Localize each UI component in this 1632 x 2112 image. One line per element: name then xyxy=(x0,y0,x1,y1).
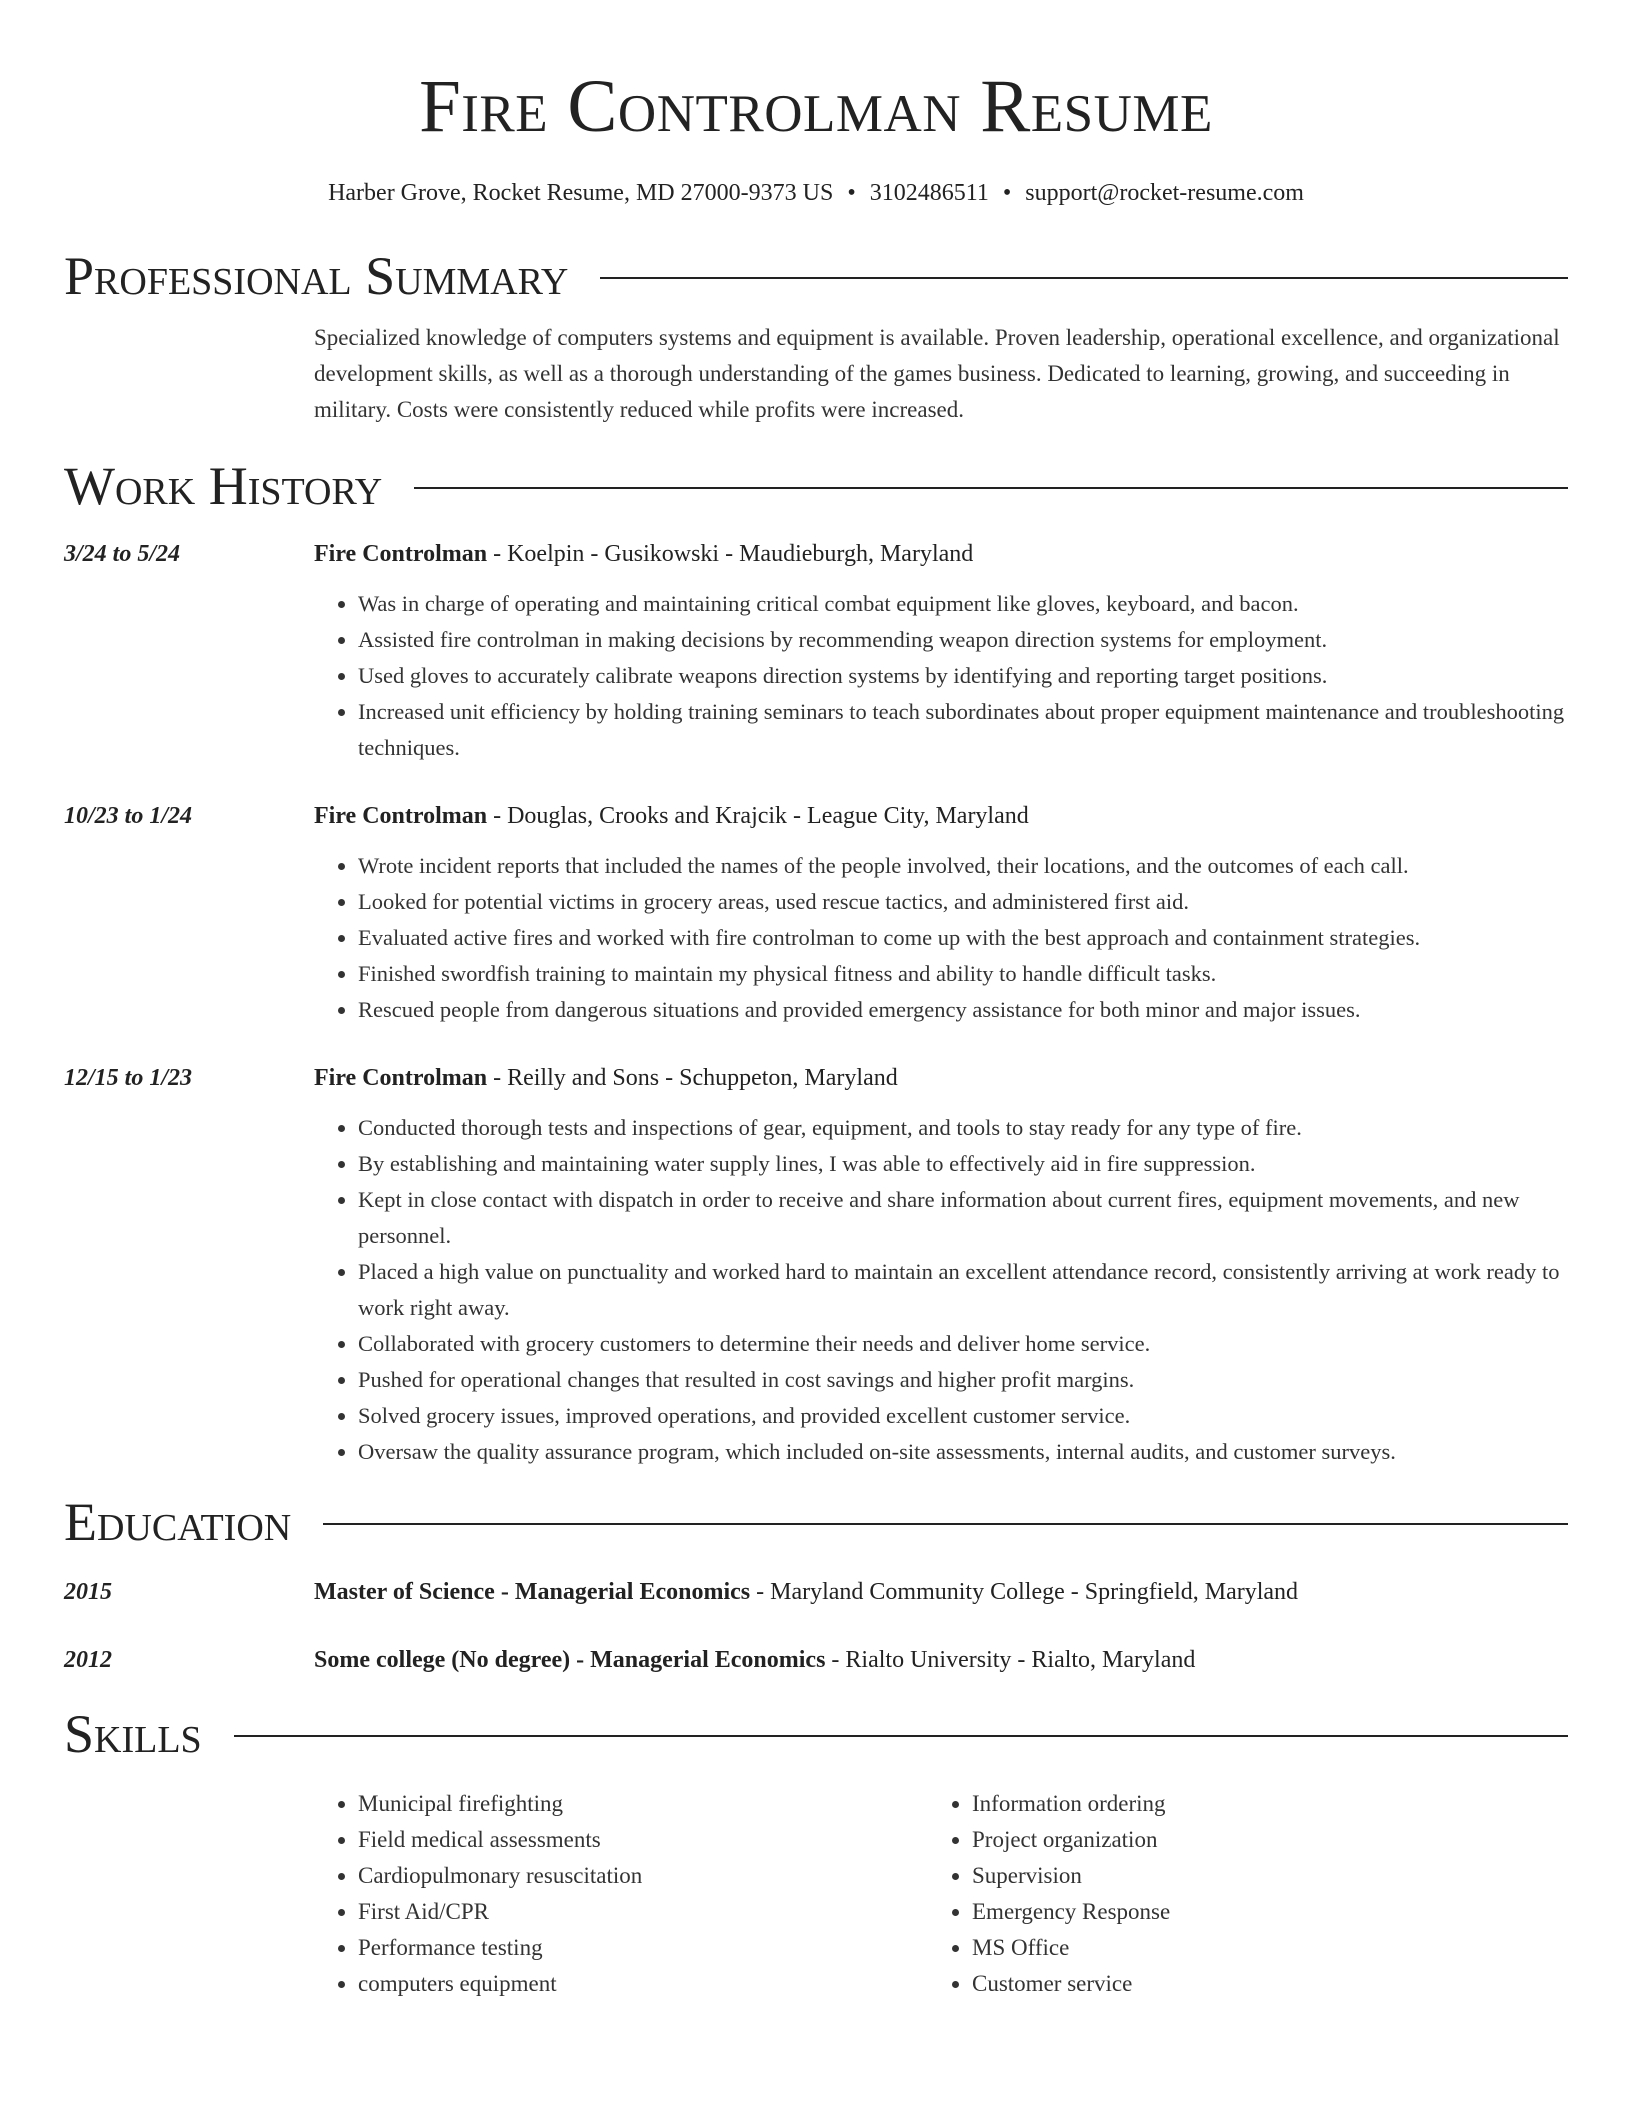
list-item: • Increased unit efficiency by holding training seminars to teach subordinates about proper equipment maintenance and troubleshooting techniques. xyxy=(358,694,1568,766)
job-title: Fire Controlman xyxy=(314,1065,488,1091)
list-item: • Project organization xyxy=(972,1822,1472,1858)
education-body xyxy=(314,1642,1568,1678)
skills-list xyxy=(314,1786,1568,2002)
list-item: • Evaluated active fires and worked with fire controlman to come up with the best approach and containment strategies. xyxy=(358,920,1568,956)
list-item: • Customer service xyxy=(972,1966,1472,2002)
job-entry xyxy=(64,536,1568,766)
resume-page xyxy=(64,0,1568,2002)
job-title: Fire Controlman xyxy=(314,541,488,567)
work-section-header xyxy=(64,456,1568,516)
list-item: • MS Office xyxy=(972,1930,1472,1966)
bullet-separator: • xyxy=(1002,180,1012,206)
list-item: • Solved grocery issues, improved operations, and provided excellent customer service. xyxy=(358,1398,1568,1434)
education-degree: Some college (No degree) - Managerial Economics xyxy=(314,1647,826,1673)
education-line xyxy=(314,1642,1568,1678)
education-school: - Maryland Community College - Springfield, Maryland xyxy=(750,1579,1299,1605)
list-item: • Kept in close contact with dispatch in order to receive and share information about current fires, equipment movements, and new personnel. xyxy=(358,1182,1568,1254)
contact-line xyxy=(64,176,1568,210)
skills-section-header xyxy=(64,1704,1568,1764)
section-divider xyxy=(600,277,1568,279)
job-body xyxy=(314,1060,1568,1470)
job-employer: - Koelpin - Gusikowski - Maudieburgh, Maryland xyxy=(487,541,974,567)
job-dates: 3/24 to 5/24 xyxy=(64,541,181,567)
job-entry xyxy=(64,1060,1568,1470)
education-line xyxy=(314,1574,1568,1610)
job-employer: - Douglas, Crooks and Krajcik - League City, Maryland xyxy=(487,803,1029,829)
education-entry xyxy=(64,1574,1568,1610)
education-year: 2015 xyxy=(64,1579,112,1605)
summary-text: Specialized knowledge of computers systems and equipment is available. Proven leadership, operational excellence, and organizational development skills, as well as a thorough understanding of the games business. Dedicated to learning, growing, and succeeding in military. Costs were consistently reduced while profits were increased. xyxy=(314,325,1560,422)
job-body xyxy=(314,798,1568,1028)
list-item: • Was in charge of operating and maintaining critical combat equipment like gloves, keyboard, and bacon. xyxy=(358,586,1568,622)
list-item: • Field medical assessments xyxy=(358,1822,928,1858)
list-item: • Conducted thorough tests and inspections of gear, equipment, and tools to stay ready for any type of fire. xyxy=(358,1110,1568,1146)
skills-heading: Skills xyxy=(64,1704,202,1764)
job-title-line xyxy=(314,798,1568,834)
job-duties xyxy=(314,586,1568,766)
list-item: • Looked for potential victims in grocery areas, used rescue tactics, and administered first aid. xyxy=(358,884,1568,920)
list-item: • Assisted fire controlman in making decisions by recommending weapon direction systems for employment. xyxy=(358,622,1568,658)
education-school: - Rialto University - Rialto, Maryland xyxy=(825,1647,1196,1673)
summary-section-header xyxy=(64,246,1568,306)
job-title-line xyxy=(314,536,1568,572)
bullet-separator: • xyxy=(847,180,856,206)
skills-column-right xyxy=(928,1786,1472,2002)
job-employer: - Reilly and Sons - Schuppeton, Maryland xyxy=(487,1065,898,1091)
job-title-line xyxy=(314,1060,1568,1096)
job-duties xyxy=(314,1110,1568,1470)
list-item: • Collaborated with grocery customers to determine their needs and deliver home service. xyxy=(358,1326,1568,1362)
list-item: • Performance testing xyxy=(358,1930,928,1966)
education-body xyxy=(314,1574,1568,1610)
contact-address: Harber Grove, Rocket Resume, MD 27000-9373 US xyxy=(328,180,834,206)
list-item: • Finished swordfish training to maintain my physical fitness and ability to handle difficult tasks. xyxy=(358,956,1568,992)
list-item: • computers equipment xyxy=(358,1966,928,2002)
list-item: • Municipal firefighting xyxy=(358,1786,928,1822)
section-divider xyxy=(323,1523,1568,1525)
job-title: Fire Controlman xyxy=(314,803,488,829)
education-heading: Education xyxy=(64,1492,292,1552)
list-item: • Information ordering xyxy=(972,1786,1472,1822)
job-body xyxy=(314,536,1568,766)
education-entry xyxy=(64,1642,1568,1678)
job-entry xyxy=(64,798,1568,1028)
job-dates: 10/23 to 1/24 xyxy=(64,803,193,829)
work-heading: Work History xyxy=(64,456,383,516)
skills-column-left xyxy=(314,1786,928,2002)
list-item: • Oversaw the quality assurance program, which included on-site assessments, internal audits, and customer surveys. xyxy=(358,1434,1568,1470)
list-item: • Emergency Response xyxy=(972,1894,1472,1930)
list-item: • Placed a high value on punctuality and worked hard to maintain an excellent attendance record, consistently arriving at work ready to work right away. xyxy=(358,1254,1568,1326)
list-item: • Cardiopulmonary resuscitation xyxy=(358,1858,928,1894)
resume-title: Fire Controlman Resume xyxy=(419,65,1213,148)
list-item: • Used gloves to accurately calibrate weapons direction systems by identifying and reporting target positions. xyxy=(358,658,1568,694)
contact-email: support@rocket-resume.com xyxy=(1025,180,1304,206)
list-item: • First Aid/CPR xyxy=(358,1894,928,1930)
education-section-header xyxy=(64,1492,1568,1552)
education-degree: Master of Science - Managerial Economics xyxy=(314,1579,751,1605)
list-item: • Supervision xyxy=(972,1858,1472,1894)
job-duties xyxy=(314,848,1568,1028)
summary-heading: Professional Summary xyxy=(64,246,569,306)
section-divider xyxy=(234,1735,1568,1737)
list-item: • Pushed for operational changes that resulted in cost savings and higher profit margins. xyxy=(358,1362,1568,1398)
list-item: • By establishing and maintaining water supply lines, I was able to effectively aid in fire suppression. xyxy=(358,1146,1568,1182)
list-item: • Rescued people from dangerous situations and provided emergency assistance for both minor and major issues. xyxy=(358,992,1568,1028)
contact-phone: 3102486511 xyxy=(869,180,989,206)
section-divider xyxy=(414,487,1568,489)
job-dates: 12/15 to 1/23 xyxy=(64,1065,193,1091)
list-item: • Wrote incident reports that included the names of the people involved, their locations, and the outcomes of each call. xyxy=(358,848,1568,884)
education-year: 2012 xyxy=(64,1647,112,1673)
